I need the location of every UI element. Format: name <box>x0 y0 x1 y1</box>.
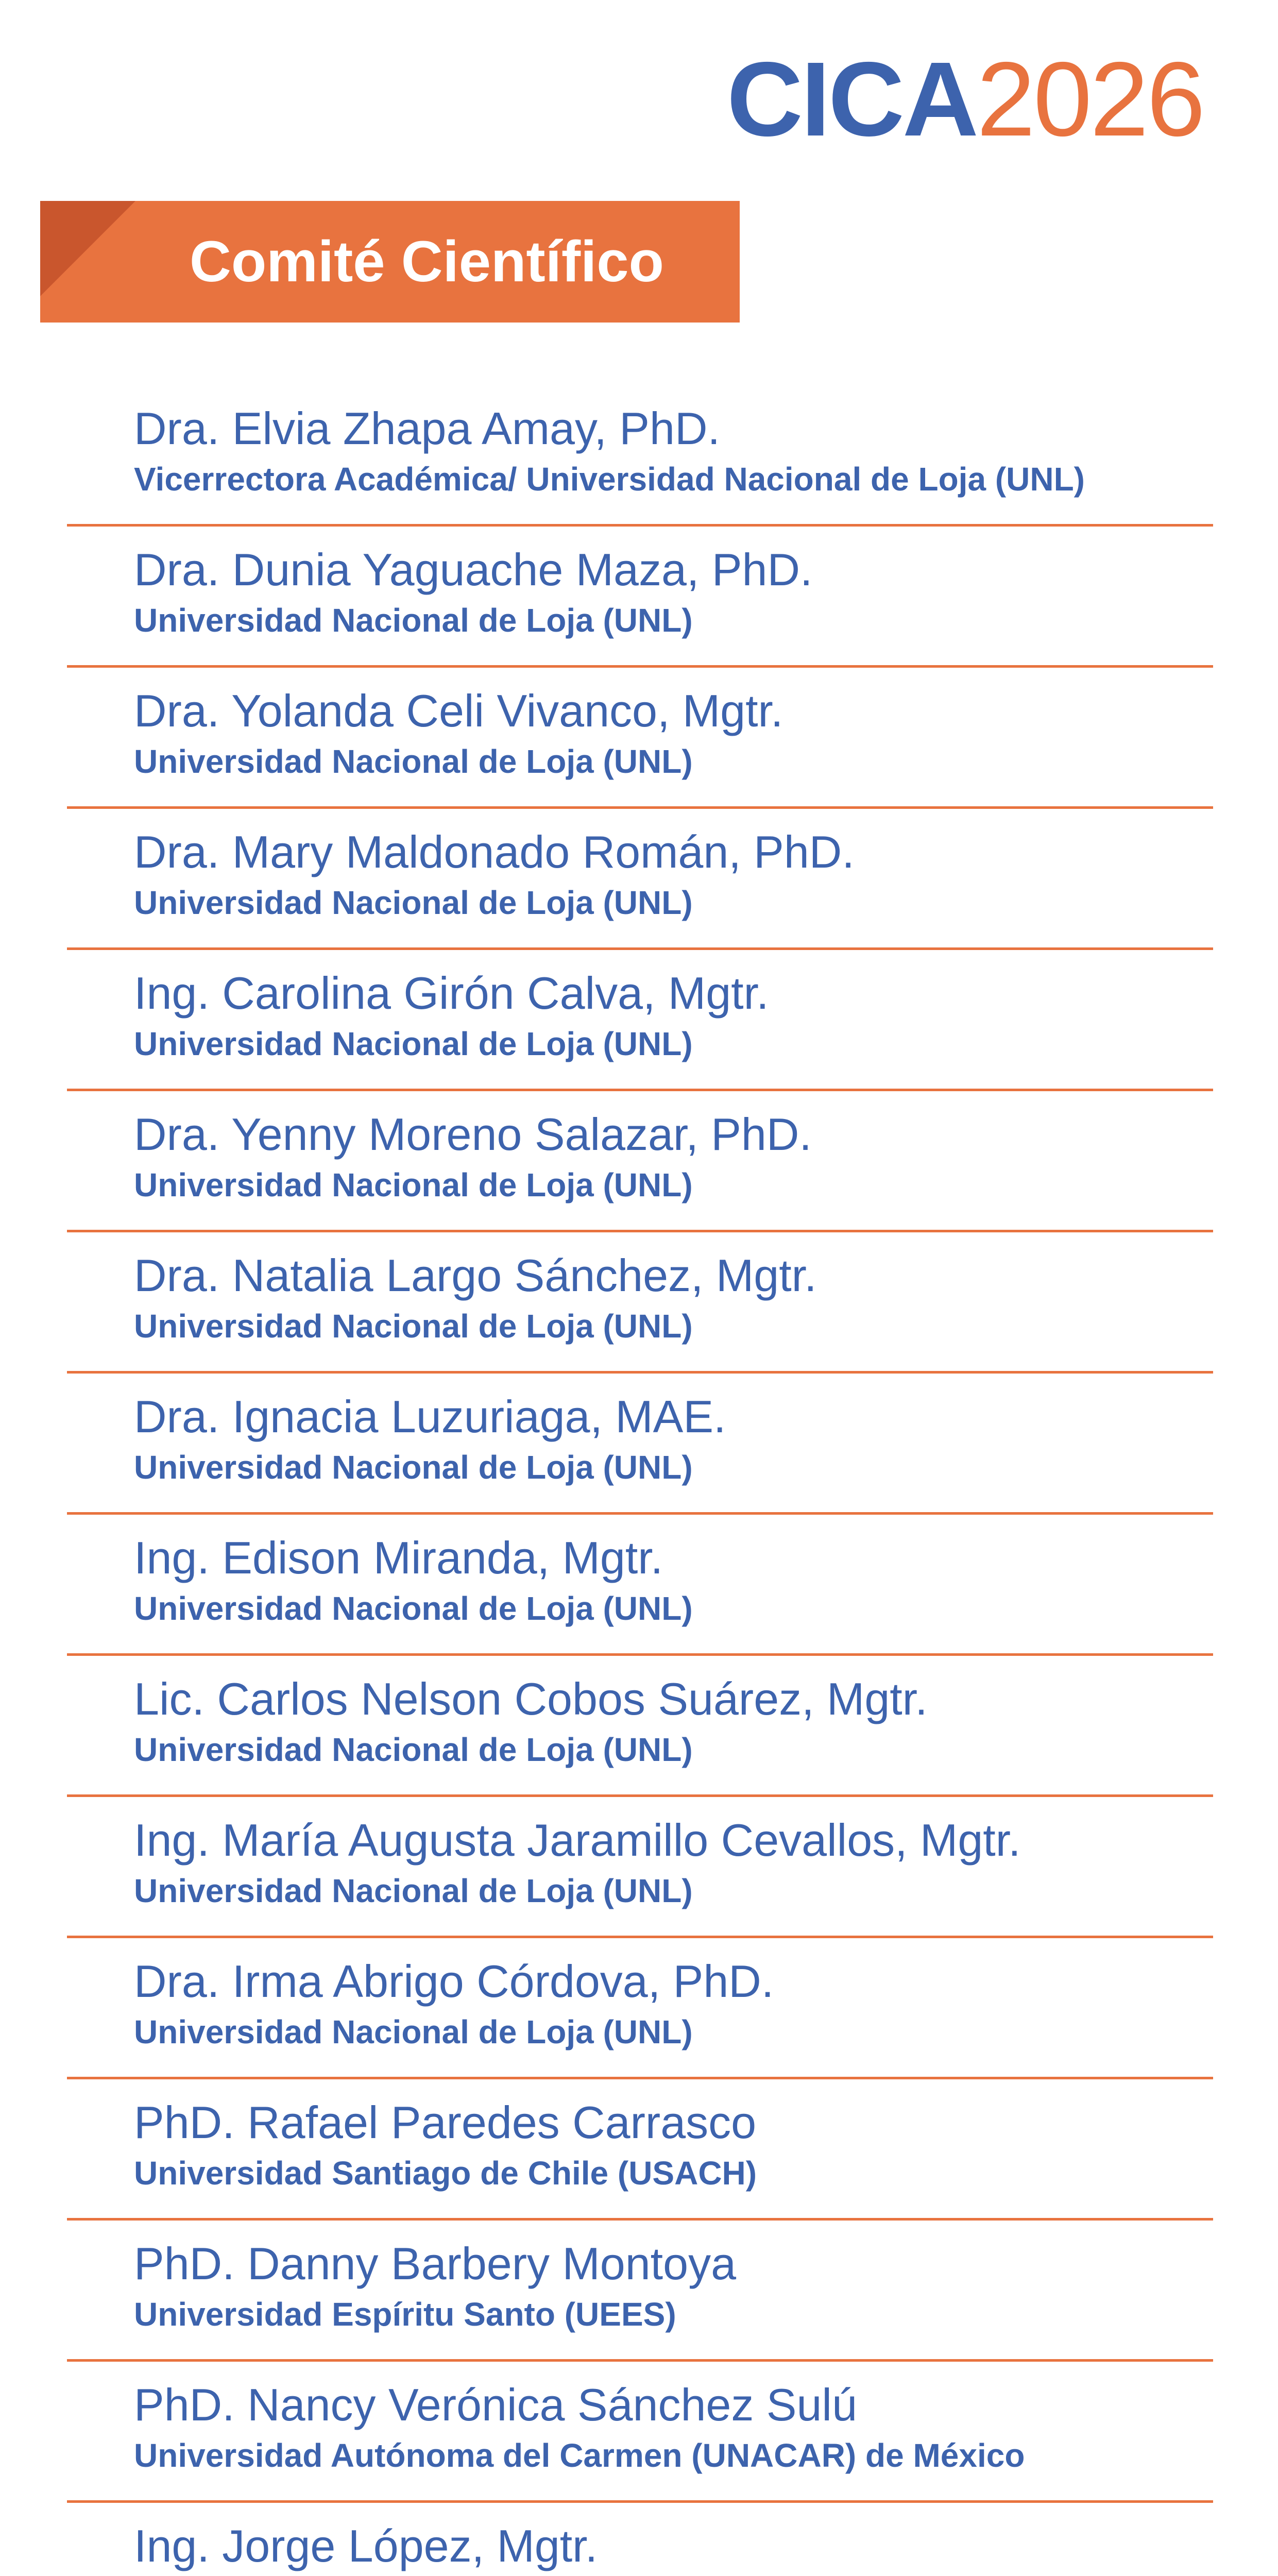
member-affiliation: Universidad Nacional de Loja (UNL) <box>134 602 693 639</box>
member-affiliation: Universidad Autónoma del Carmen (UNACAR) de México <box>134 2437 1025 2474</box>
member-affiliation: Universidad Nacional de Loja (UNL) <box>134 1449 693 1486</box>
member-name: Dra. Elvia Zhapa Amay, PhD. <box>134 403 720 454</box>
member-affiliation: Vicerrectora Académica/ Universidad Nacional de Loja (UNL) <box>134 461 1085 498</box>
banner-title: Comité Científico <box>190 229 664 294</box>
member-affiliation: Universidad Nacional de Loja (UNL) <box>134 1872 693 1909</box>
member-name: Dra. Yenny Moreno Salazar, PhD. <box>134 1109 812 1160</box>
member-name: Dra. Dunia Yaguache Maza, PhD. <box>134 544 813 595</box>
member-name: PhD. Nancy Verónica Sánchez Sulú <box>134 2379 857 2430</box>
member-affiliation: Universidad Nacional de Loja (UNL) <box>134 1590 693 1627</box>
logo-part-year: 2026 <box>976 40 1203 158</box>
member-affiliation: Universidad Espíritu Santo (UEES) <box>134 2296 676 2333</box>
member-affiliation: Universidad Nacional de Loja (UNL) <box>134 743 693 780</box>
member-name: Ing. Jorge López, Mgtr. <box>134 2520 598 2571</box>
member-affiliation: Universidad Nacional de Loja (UNL) <box>134 1166 693 1204</box>
member-name: Ing. Edison Miranda, Mgtr. <box>134 1532 663 1583</box>
member-affiliation: Universidad Santiago de Chile (USACH) <box>134 2155 757 2192</box>
member-name: Ing. Carolina Girón Calva, Mgtr. <box>134 968 769 1019</box>
member-affiliation: Universidad Nacional de Loja (UNL) <box>134 1025 693 1062</box>
logo-part-cica: CICA <box>726 40 977 158</box>
member-name: Dra. Natalia Largo Sánchez, Mgtr. <box>134 1250 817 1301</box>
member-name: Dra. Mary Maldonado Román, PhD. <box>134 826 855 877</box>
member-affiliation: Universidad Nacional de Loja (UNL) <box>134 2013 693 2050</box>
member-affiliation: Universidad Nacional de Loja (UNL) <box>134 1308 693 1345</box>
member-name: PhD. Danny Barbery Montoya <box>134 2238 737 2289</box>
member-name: Dra. Ignacia Luzuriaga, MAE. <box>134 1391 726 1442</box>
member-name: Lic. Carlos Nelson Cobos Suárez, Mgtr. <box>134 1673 928 1724</box>
member-affiliation: Universidad Nacional de Loja (UNL) <box>134 1731 693 1768</box>
member-name: Ing. María Augusta Jaramillo Cevallos, Mgtr. <box>134 1815 1021 1866</box>
member-name: Dra. Yolanda Celi Vivanco, Mgtr. <box>134 685 783 736</box>
member-name: Dra. Irma Abrigo Córdova, PhD. <box>134 1956 774 2007</box>
member-affiliation: Universidad Nacional de Loja (UNL) <box>134 884 693 921</box>
member-name: PhD. Rafael Paredes Carrasco <box>134 2097 757 2148</box>
